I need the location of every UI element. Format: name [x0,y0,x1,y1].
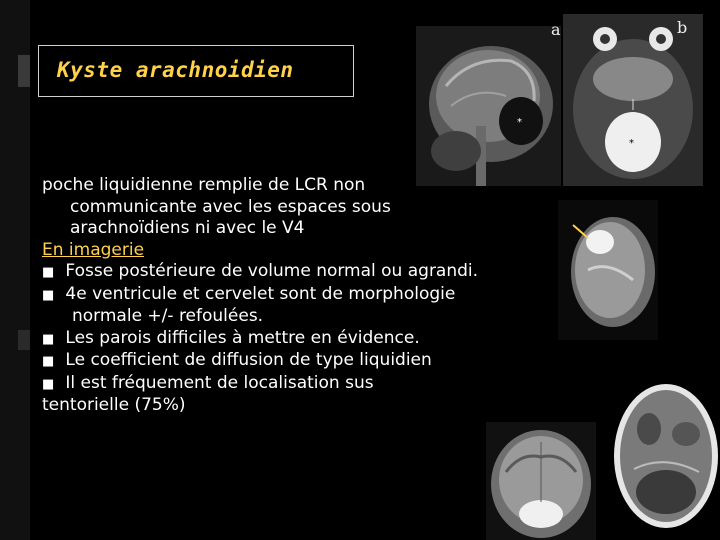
bullet-text: Il est fréquement de localisation sus [65,372,374,393]
paragraph-line: arachnoïdiens ni avec le V4 [70,218,305,238]
image-label-a: a [551,20,561,39]
accent-mark [18,330,30,350]
list-item [42,350,562,373]
mri-sagittal-image [416,26,561,186]
mri-axial-image [563,14,703,186]
slide-body [42,175,562,417]
section-heading: En imagerie [42,239,145,260]
square-bullet-icon: ■ [42,376,55,392]
bullet-continuation: normale +/- refoulées. [72,306,264,326]
svg-text:*: * [517,117,522,128]
list-item [42,284,562,307]
svg-text:*: * [629,138,634,149]
paragraph-line: communicante avec les espaces sous [70,196,391,217]
image-label-b: b [677,18,688,37]
title-box [38,45,354,97]
left-accent-bar [0,0,30,540]
bullet-text: Le coefficient de diffusion de type liquidien [65,350,432,370]
ct-scan-image [604,374,720,540]
accent-mark [18,55,30,87]
slide-title: Kyste arachnoidien [57,58,294,82]
square-bullet-icon: ■ [42,287,55,303]
square-bullet-icon: ■ [42,331,55,347]
trailing-line: tentorielle (75%) [42,395,186,415]
mri-coronal-image [486,422,596,540]
list-item [42,373,562,396]
paragraph-line: poche liquidienne remplie de LCR non [42,175,366,195]
bullet-text: Les parois difficiles à mettre en évidence. [65,327,420,348]
list-item [42,261,562,284]
bullet-text: Fosse postérieure de volume normal ou agrandi. [65,261,479,281]
square-bullet-icon: ■ [42,354,55,369]
square-bullet-icon: ■ [42,265,55,280]
bullet-text: 4e ventricule et cervelet sont de morphologie [65,283,456,304]
fetal-mri-image [558,200,658,340]
list-item [42,328,562,351]
